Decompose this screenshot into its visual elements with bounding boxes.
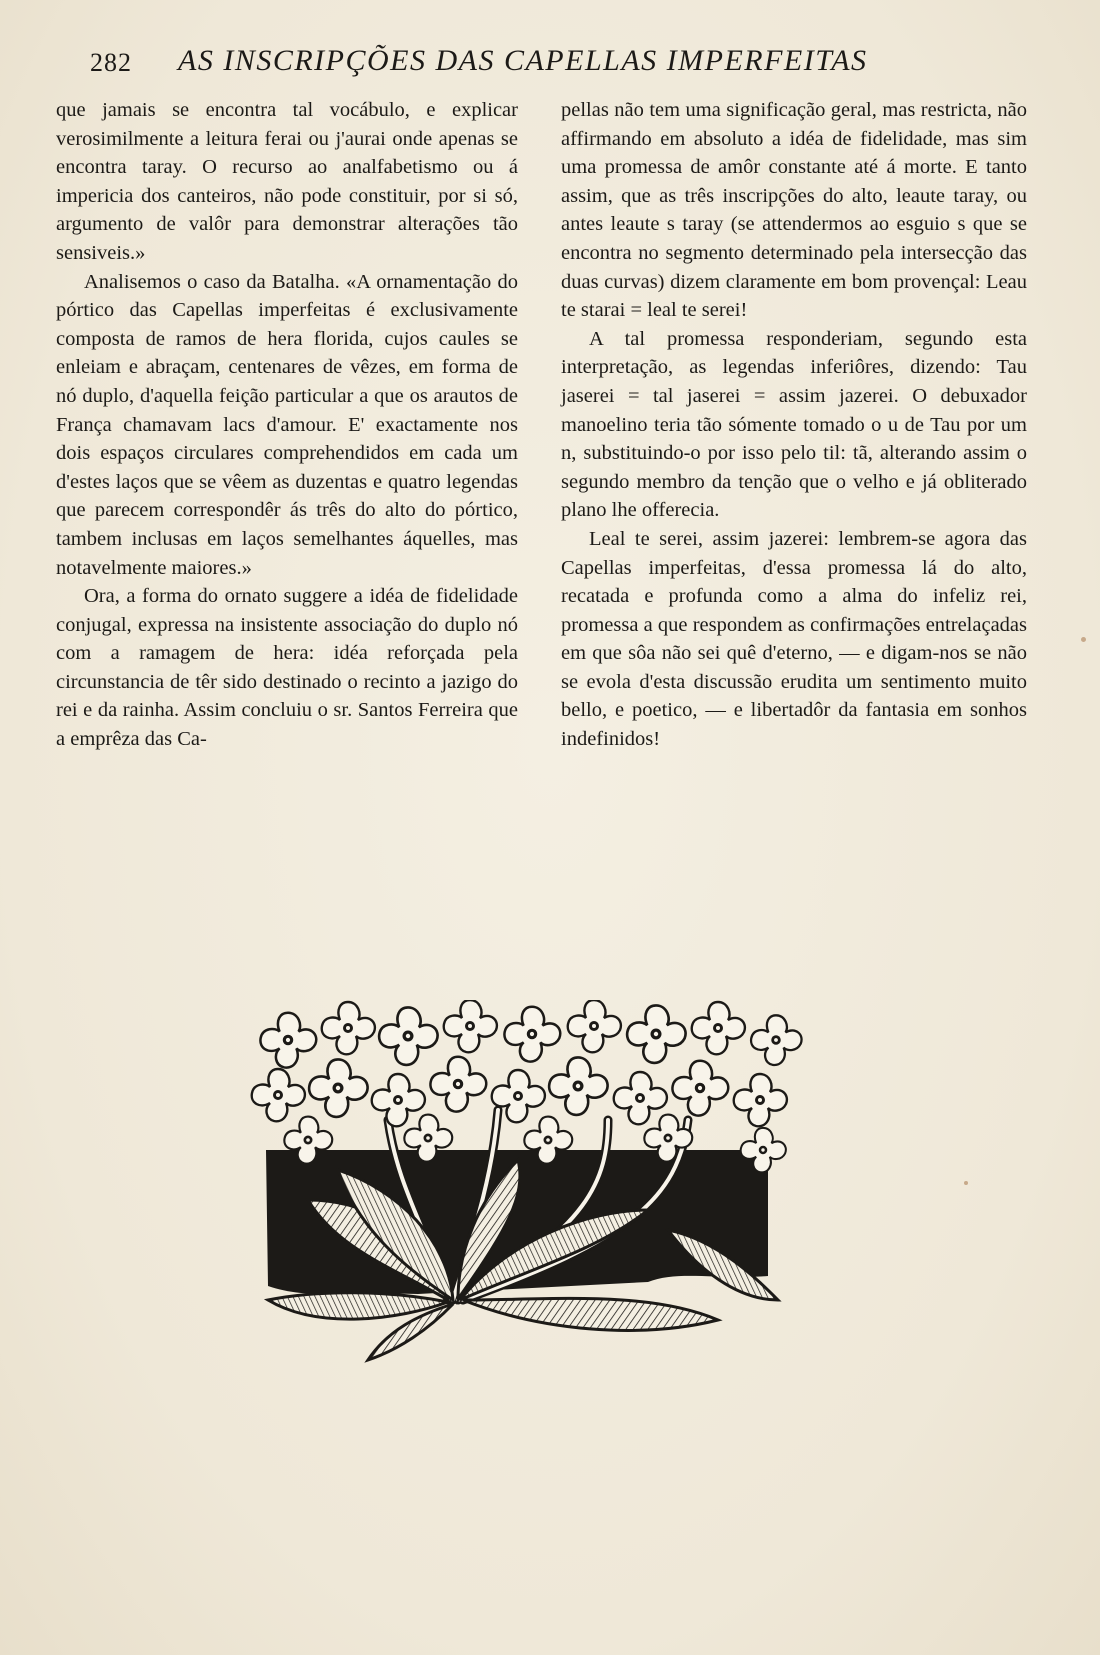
paragraph: A tal promessa responderiam, segundo esta interpretação, as legendas inferiôres, dizendo: Tau jaserei = tal jaserei = assim jazerei. O debuxador manoelino teria tão sómente tomado o u de Tau por um n, substituindo-o por isso pelo til: tã, alterando assim o segundo membro da tenção que o velho e já obliterado plano lhe offerecia.: [561, 327, 1027, 522]
text-column-right: [561, 96, 1027, 754]
bleed-through-text: [790, 850, 1040, 876]
flowering-plant-woodcut-icon: [248, 1000, 818, 1364]
paragraph: pellas não tem uma significação geral, mas restricta, não affirmando em absoluto a idéa de fidelidade, mas sim uma promessa de amôr constante até á morte. E tanto assim, que as três inscripções do alto, leaute taray, ou antes leaute s taray (se attendermos ao esguio s que se encontra no segmento determinado pela intersecção das duas curvas) dizem claramente em bom provençal: Leau te starai = leal te serei!: [561, 99, 1027, 322]
paragraph: que jamais se encontra tal vocábulo, e explicar verosimilmente a leitura ferai ou j'aurai onde apenas se encontra taray. O recurso ao analfabetismo ou á impericia dos canteiros, não pode constituir, por si só, argumento de valôr para demonstrar alterações tão sensiveis.»: [56, 99, 518, 264]
paragraph: Ora, a forma do ornato suggere a idéa de fidelidade conjugal, expressa na insistente associação do duplo nó com a ramagem de hera: idéa reforçada pela circunstancia de têr sido destinado o recinto a jazigo do rei e da rainha. Assim concluiu o sr. Santos Ferreira que a emprêza das Ca-: [56, 585, 518, 751]
paragraph: Analisemos o caso da Batalha. «A ornamentação do pórtico das Capellas imperfeitas é exclusivamente composta de ramos de hera florida, cujos caules se enleiam e abraçam, centenares de vêzes, em forma de nó duplo, d'aquella feição particular a que os arautos de França chamavam lacs d'amour. E' exactamente nos dois espaços circulares comprehendidos em cada um d'estes laços que se vêem as duzentas e quatro legendas que parecem correspondêr ás três do alto do pórtico, tambem inclusas em laços semelhantes áquelles, mas notavelmente maiores.»: [56, 270, 518, 579]
paragraph: Leal te serei, assim jazerei: lembrem-se agora das Capellas imperfeitas, d'essa promessa lá do alto, recatada e profunda como a alma do infeliz rei, promessa a que respondem as confirmações entrelaçadas em que sôa não sei quê d'eterno, — e digam-nos se não se evola d'esta discussão erudita um sentimento muito bello, e poetico, — e libertadôr da fantasia em sonhos indefinidos!: [561, 527, 1027, 751]
running-title: AS INSCRIPÇÕES DAS CAPELLAS IMPERFEITAS: [178, 44, 868, 77]
page-header: [90, 44, 1020, 84]
paper-speck: [964, 1181, 968, 1185]
paper-speck: [1081, 637, 1086, 642]
page-number: 282: [90, 48, 132, 77]
text-column-left: [56, 96, 518, 754]
